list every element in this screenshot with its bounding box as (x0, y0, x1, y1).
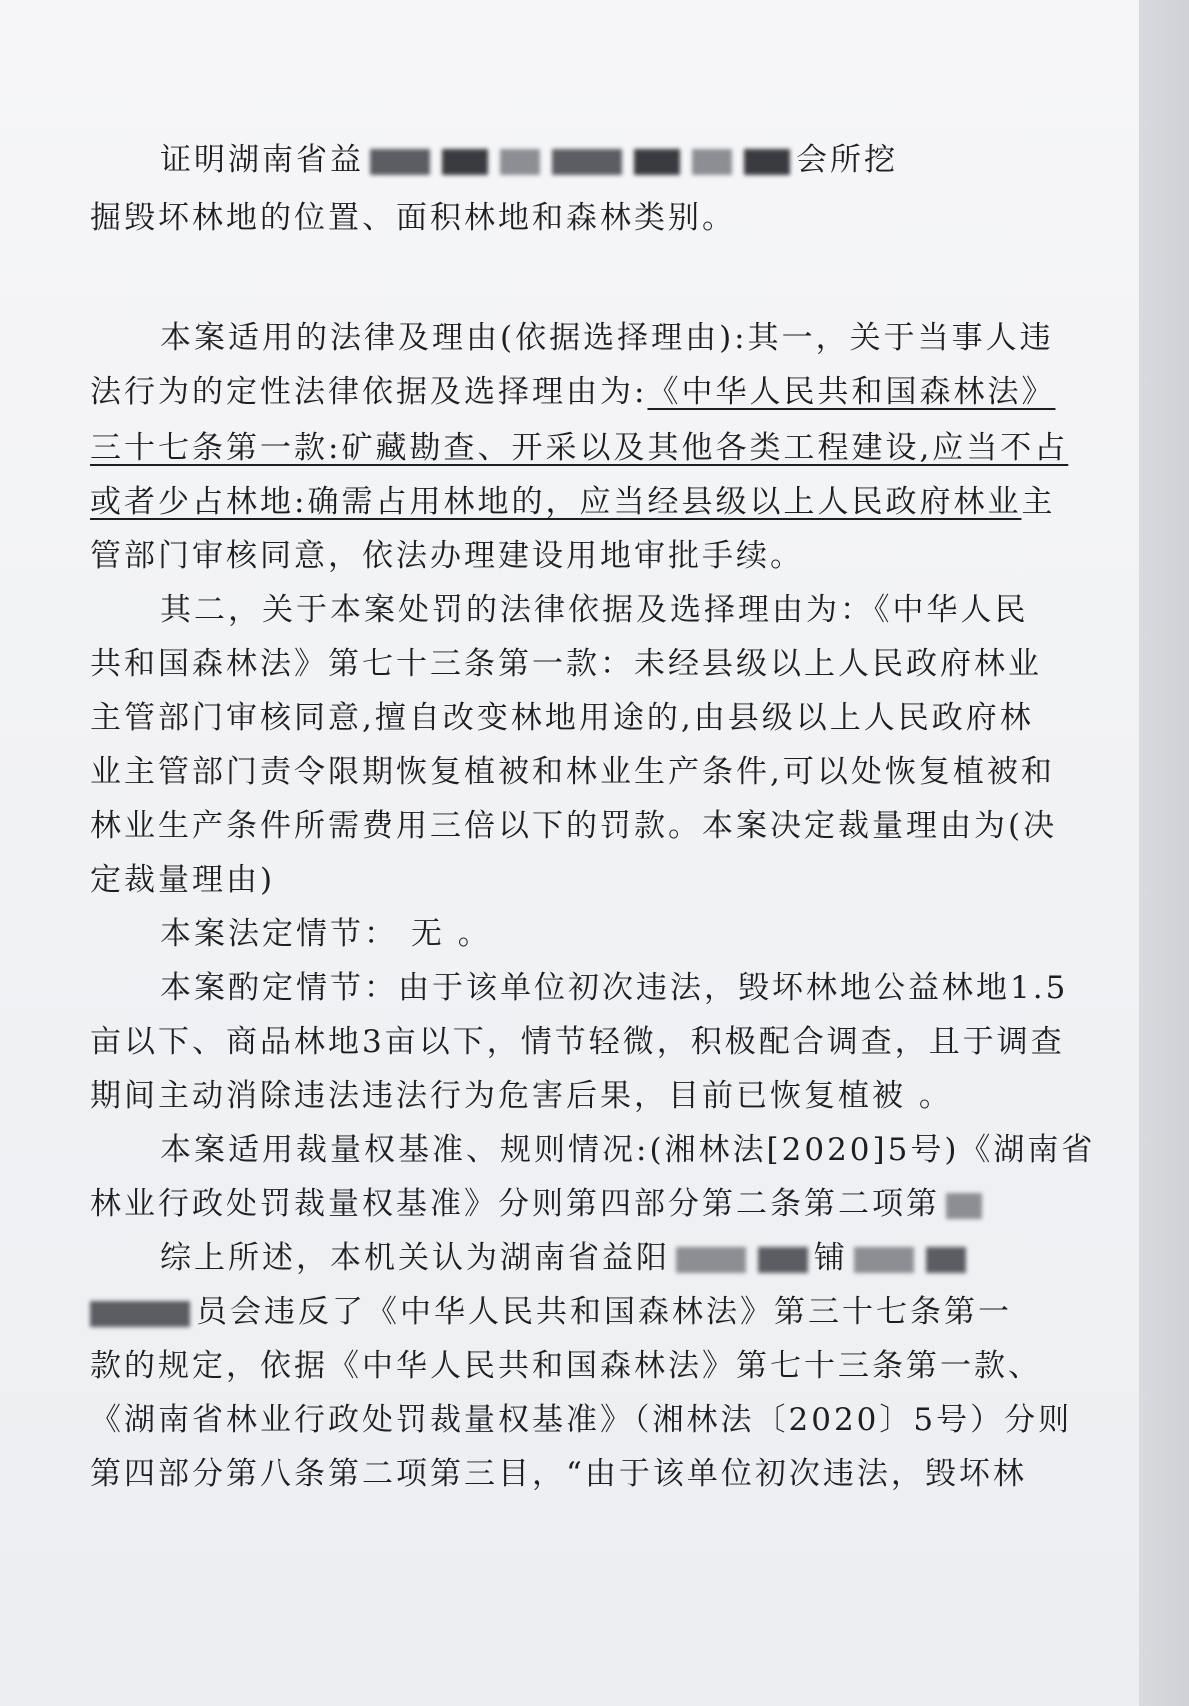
text-fragment: 会所挖 (796, 142, 898, 178)
text-line-23: 《湖南省林业行政处罚裁量权基准》（湘林法〔2020〕5号）分则 (90, 1402, 1073, 1438)
text-line-10: 主管部门审核同意,擅自改变林地用途的,由县级以上人民政府林 (90, 700, 1034, 736)
text-line-5: 三十七条第一款:矿藏勘查、开采以及其他各类工程建设,应当不占 (90, 430, 1069, 466)
text-line-19 (90, 1184, 1050, 1224)
text-fragment: 法行为的定性法律依据及选择理由为: (90, 374, 648, 410)
redaction-block (676, 1247, 746, 1273)
redaction-block (442, 149, 488, 175)
text-line-16: 亩以下、商品林地3亩以下，情节轻微，积极配合调查，且于调查 (90, 1024, 1065, 1060)
text-line-21 (90, 1292, 1050, 1332)
text-line-22: 款的规定，依据《中华人民共和国森林法》第七十三条第一款、 (90, 1348, 1042, 1384)
text-line-14: 本案法定情节： 无 。 (160, 916, 492, 952)
text-line-12: 林业生产条件所需费用三倍以下的罚款。本案决定裁量理由为(决 (90, 808, 1058, 844)
text-line-18: 本案适用裁量权基准、规则情况:(湘林法[2020]5号)《湖南省 (160, 1132, 1096, 1168)
redaction-block (946, 1193, 982, 1219)
text-fragment: 铺 (814, 1240, 848, 1276)
redaction-block (500, 149, 540, 175)
text-line-2: 掘毁坏林地的位置、面积林地和森林类别。 (90, 200, 736, 236)
redaction-block (552, 149, 622, 175)
text-line-8: 其二，关于本案处罚的法律依据及选择理由为：《中华人民 (160, 592, 1029, 628)
redaction-block (758, 1247, 808, 1273)
text-line-13: 定裁量理由) (90, 862, 276, 898)
text-line-6 (90, 482, 1056, 522)
text-line-24: 第四部分第八条第二项第三目，“由于该单位初次违法，毁坏林 (90, 1456, 1027, 1492)
text-line-15: 本案酌定情节：由于该单位初次违法，毁坏林地公益林地1.5 (160, 970, 1069, 1006)
redaction-block (370, 149, 430, 175)
redaction-block (744, 149, 790, 175)
text-line-17: 期间主动消除违法违法行为危害后果，目前已恢复植被 。 (90, 1078, 953, 1114)
text-fragment: 综上所述，本机关认为湖南省益阳 (160, 1240, 670, 1276)
redaction-block (692, 149, 732, 175)
redaction-block (90, 1301, 190, 1327)
underlined-text: 或者少占林地:确需占用林地的，应当经县级以上人民政府林业 (90, 484, 1022, 520)
text-fragment: 员会违反了《中华人民共和国森林法》第三十七条第一 (196, 1294, 1012, 1330)
redaction-block (634, 149, 680, 175)
text-line-9: 共和国森林法》第七十三条第一款：未经县级以上人民政府林业 (90, 646, 1042, 682)
text-fragment: 林业行政处罚裁量权基准》分则第四部分第二条第二项第 (90, 1186, 940, 1222)
underlined-text: 《中华人民共和国森林法》 (647, 374, 1056, 410)
text-line-1 (160, 140, 1050, 180)
redaction-block (926, 1247, 966, 1273)
text-line-3: 本案适用的法律及理由(依据选择理由):其一，关于当事人违 (160, 320, 1054, 356)
text-line-20 (160, 1238, 1050, 1278)
text-line-11: 业主管部门责令限期恢复植被和林业生产条件,可以处恢复植被和 (90, 754, 1055, 790)
redaction-block (854, 1247, 914, 1273)
text-fragment: 主 (1021, 484, 1056, 520)
text-fragment: 证明湖南省益 (160, 142, 364, 178)
text-line-4 (90, 372, 1056, 412)
text-line-7: 管部门审核同意，依法办理建设用地审批手续。 (90, 538, 804, 574)
background-edge (1139, 0, 1189, 1706)
